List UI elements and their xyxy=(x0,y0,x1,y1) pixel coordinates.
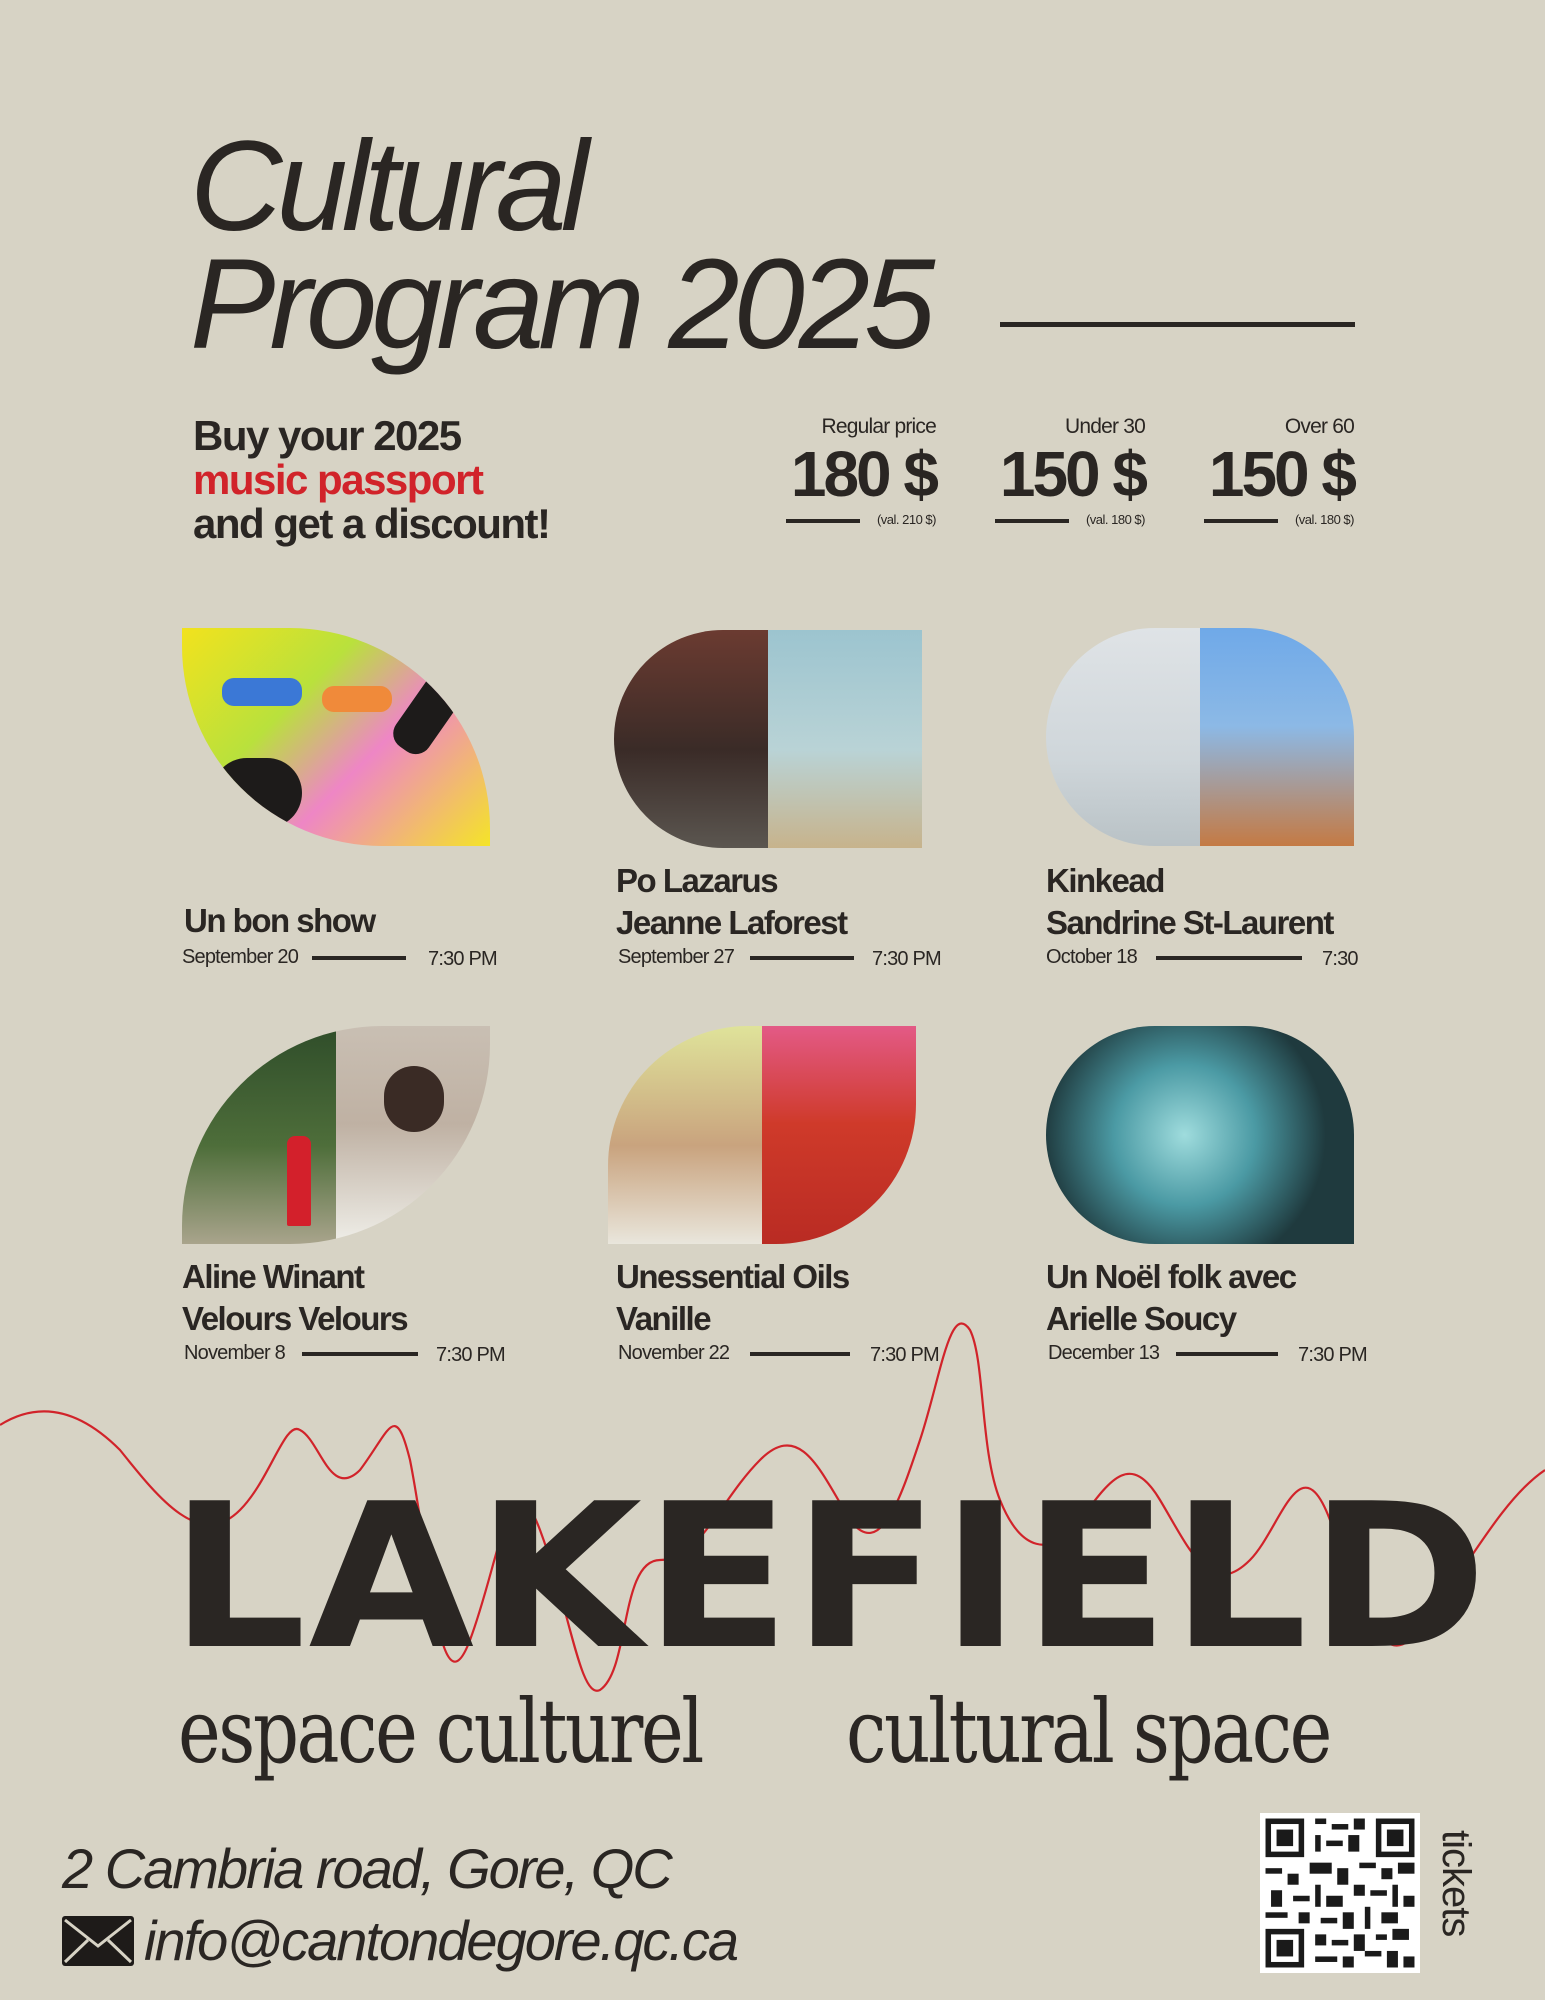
event-title-line-1: Un Noël folk avec xyxy=(1046,1258,1296,1295)
event-photo-aline-winant-velours-velours xyxy=(182,1026,490,1244)
event-title-line-2: Jeanne Laforest xyxy=(616,904,847,941)
event-date-row xyxy=(1048,1342,1388,1368)
event-time: 7:30 PM xyxy=(428,948,497,970)
event-date-row xyxy=(1046,946,1366,972)
title-rule xyxy=(1000,322,1355,327)
price-amount: 180 $ xyxy=(790,438,936,510)
price-value: (val. 210 $) xyxy=(876,512,936,527)
event-date: November 22 xyxy=(618,1342,730,1364)
price-rule xyxy=(995,519,1069,523)
event-title xyxy=(616,860,847,944)
event-photo-unessential-oils-vanille xyxy=(608,1026,916,1244)
event-date: November 8 xyxy=(184,1342,285,1364)
event-title xyxy=(1046,860,1333,944)
event-title xyxy=(1046,1256,1296,1340)
event-title xyxy=(184,900,375,942)
price-amount: 150 $ xyxy=(1208,438,1354,510)
price-label: Under 30 xyxy=(1065,415,1145,438)
price-over-60 xyxy=(1204,415,1354,531)
event-photo-kinkead-sandrine-st-laurent xyxy=(1046,628,1354,846)
promo-highlight: music passport xyxy=(193,456,483,503)
venue-address: 2 Cambria road, Gore, QC xyxy=(62,1837,671,1900)
venue-subtitle-en: cultural space xyxy=(846,1680,1330,1783)
price-label: Over 60 xyxy=(1284,415,1354,438)
event-date: December 13 xyxy=(1048,1342,1160,1364)
title-line-1: Cultural xyxy=(190,115,584,258)
event-title-line-1: Un bon show xyxy=(184,902,375,939)
event-time: 7:30 xyxy=(1322,948,1358,970)
event-title-line-1: Aline Winant xyxy=(182,1258,364,1295)
promo-line-1: Buy your 2025 xyxy=(193,412,461,459)
event-title-line-1: Kinkead xyxy=(1046,862,1164,899)
promo-line-3: and get a discount! xyxy=(193,500,550,547)
price-label: Regular price xyxy=(821,415,936,438)
event-rule xyxy=(302,1352,418,1356)
price-under-30 xyxy=(995,415,1145,531)
contact-email-row xyxy=(62,1908,737,1973)
tickets-label: tickets xyxy=(1434,1830,1478,1937)
event-rule xyxy=(1156,956,1302,960)
event-title xyxy=(182,1256,407,1340)
event-title-line-2: Sandrine St-Laurent xyxy=(1046,904,1333,941)
event-time: 7:30 PM xyxy=(870,1344,939,1366)
event-rule xyxy=(750,956,854,960)
event-rule xyxy=(312,956,406,960)
event-time: 7:30 PM xyxy=(872,948,941,970)
contact-email-link[interactable]: info@cantondegore.qc.ca xyxy=(144,1909,738,1972)
qr-code-icon xyxy=(1260,1813,1420,1973)
event-photo-po-lazarus-jeanne-laforest xyxy=(614,630,922,848)
event-date-row xyxy=(182,946,502,972)
tickets-qr-code[interactable] xyxy=(1260,1813,1420,1973)
event-title xyxy=(616,1256,849,1340)
event-date: September 20 xyxy=(182,946,299,968)
title-line-2: Program 2025 xyxy=(190,233,930,376)
event-date: October 18 xyxy=(1046,946,1137,968)
event-rule xyxy=(750,1352,850,1356)
event-date-row xyxy=(618,946,958,972)
event-photo-un-noel-folk-arielle-soucy xyxy=(1046,1026,1354,1244)
venue-subtitle-fr: espace culturel xyxy=(178,1680,702,1783)
price-rule xyxy=(786,519,860,523)
price-amount: 150 $ xyxy=(999,438,1145,510)
price-regular xyxy=(786,415,936,531)
page-title xyxy=(190,115,930,376)
event-date: September 27 xyxy=(618,946,735,968)
event-rule xyxy=(1176,1352,1278,1356)
price-value: (val. 180 $) xyxy=(1294,512,1354,527)
price-rule xyxy=(1204,519,1278,523)
envelope-icon xyxy=(62,1916,134,1966)
passport-promo xyxy=(193,414,550,546)
venue-logo-wordmark: LAKEFIELD xyxy=(170,1461,1490,1694)
event-date-row xyxy=(618,1342,958,1368)
event-title-line-1: Unessential Oils xyxy=(616,1258,849,1295)
event-title-line-1: Po Lazarus xyxy=(616,862,778,899)
event-time: 7:30 PM xyxy=(436,1344,505,1366)
event-title-line-2: Vanille xyxy=(616,1300,711,1337)
event-title-line-2: Velours Velours xyxy=(182,1300,408,1337)
event-date-row xyxy=(184,1342,524,1368)
price-value: (val. 180 $) xyxy=(1085,512,1145,527)
event-title-line-2: Arielle Soucy xyxy=(1046,1300,1236,1337)
event-time: 7:30 PM xyxy=(1298,1344,1367,1366)
